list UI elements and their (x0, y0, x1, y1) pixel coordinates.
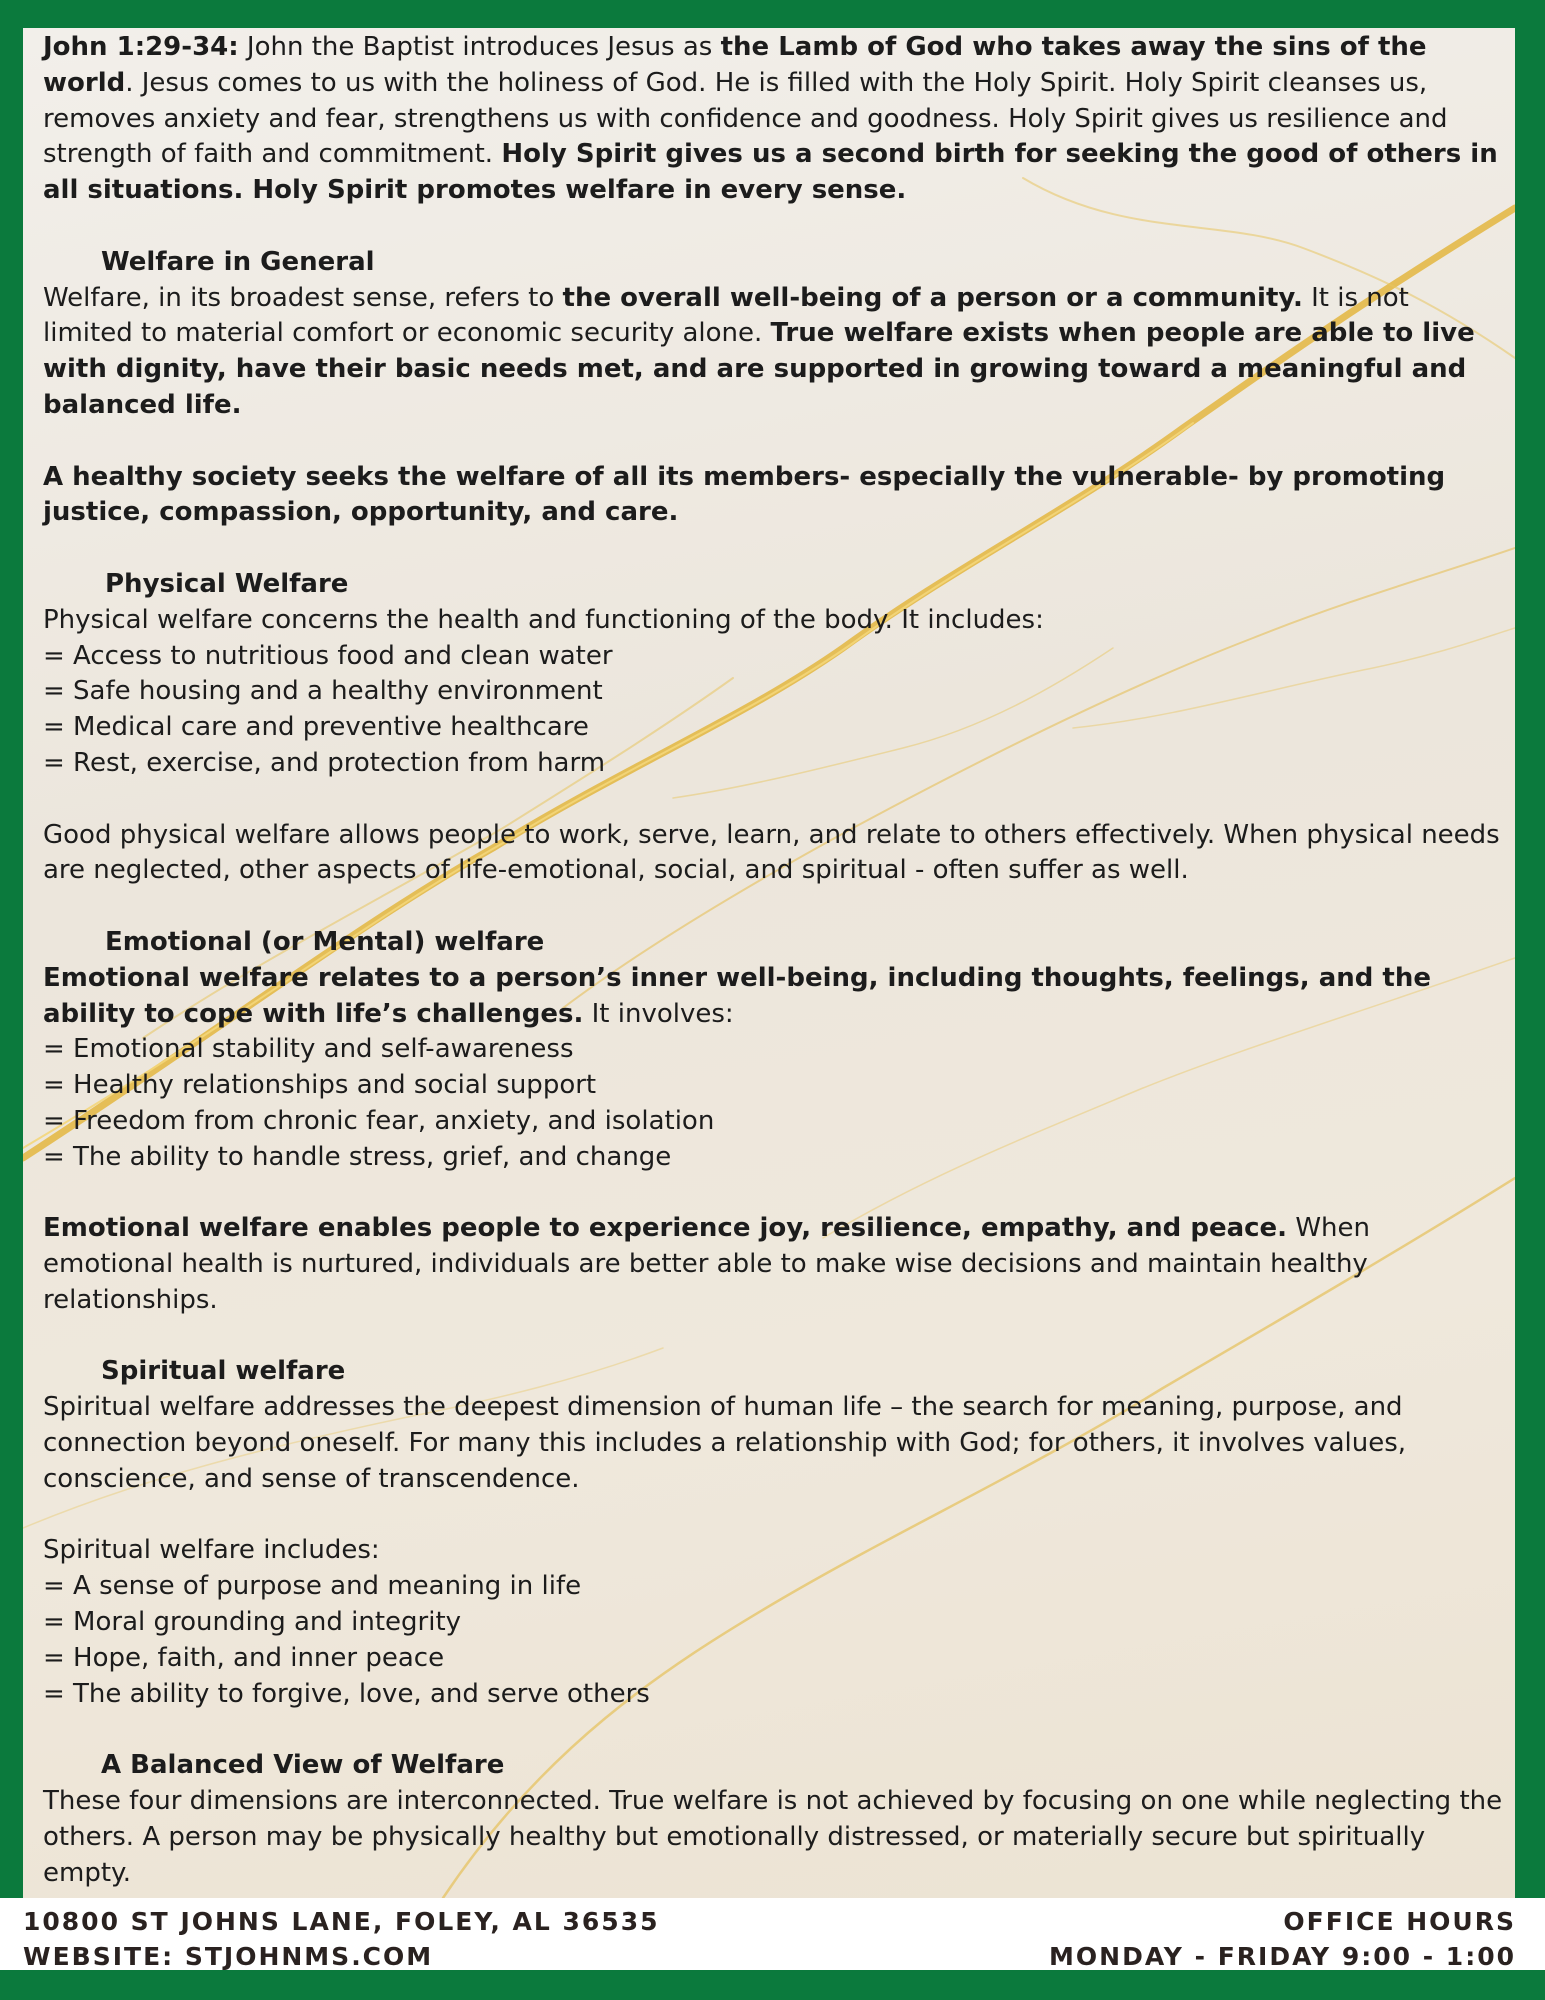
list-item: = Hope, faith, and inner peace (43, 1642, 445, 1673)
list-item: = The ability to forgive, love, and serve others (43, 1678, 650, 1709)
emotional-closing-emphasis: Emotional welfare enables people to experience joy, resilience, empathy, and peace. (43, 1213, 1288, 1244)
office-hours: MONDAY - FRIDAY 9:00 - 1:00 (1049, 1942, 1516, 1971)
heading-spiritual-welfare: Spiritual welfare (101, 1356, 346, 1387)
spiritual-intro: Spiritual welfare includes: (43, 1535, 380, 1566)
footer-bar (0, 1898, 1545, 1970)
list-item: = Emotional stability and self-awareness (43, 1034, 574, 1065)
intro-text-2: . Jesus comes to us with the holiness of God. He is filled with the Holy Spirit. Holy Spirit cleanses us, removes anxiety and fear, strengthens us with confidence and goodness. Holy Spirit gives us resilience and strength of faith and commitment. (43, 67, 1448, 170)
website: WEBSITE: STJOHNMS.COM (23, 1942, 434, 1971)
scripture-reference: John 1:29-34: (43, 32, 239, 62)
general-emphasis: the overall well-being of a person or a community. (562, 282, 1303, 313)
list-item: = Access to nutritious food and clean water (43, 640, 613, 671)
intro-paragraph (43, 30, 1503, 209)
heading-balanced-view: A Balanced View of Welfare (101, 1750, 505, 1781)
emotional-intro (43, 961, 1503, 1033)
heading-physical-welfare: Physical Welfare (105, 568, 349, 599)
physical-closing: Good physical welfare allows people to work, serve, learn, and relate to others effectively. When physical needs are neglected, other aspects of life-emotional, social, and spiritual - often suffer as well. (43, 819, 1500, 886)
general-text: Welfare, in its broadest sense, refers to (43, 282, 563, 313)
emotional-closing-text: When emotional health is nurtured, individuals are better able to make wise decisions and maintain healthy relationships. (43, 1213, 1370, 1315)
emotional-closing (43, 1211, 1503, 1318)
emotional-text: It involves: (583, 998, 734, 1029)
healthy-society-paragraph (43, 460, 1503, 532)
intro-emphasis-2: Holy Spirit gives us a second birth for seeking the good of others in all situations. Holy Spirit promotes welfare in every sense. (43, 139, 1498, 206)
heading-welfare-in-general: Welfare in General (101, 246, 375, 277)
office-hours-title: OFFICE HOURS (1283, 1907, 1516, 1936)
intro-text: John the Baptist introduces Jesus as (238, 32, 721, 62)
balanced-paragraph: These four dimensions are interconnected. True welfare is not achieved by focusing on one while neglecting the others. A person may be physically healthy but emotionally distressed, or materially secure but spiritually empty. (43, 1786, 1503, 1888)
marble-panel (23, 28, 1515, 1898)
spiritual-paragraph: Spiritual welfare addresses the deepest dimension of human life – the search for meaning, purpose, and connection beyond oneself. For many this includes a relationship with God; for others, it involves values, conscience, and sense of transcendence. (43, 1392, 1407, 1494)
list-item: = Rest, exercise, and protection from harm (43, 747, 606, 778)
list-item: = Healthy relationships and social support (43, 1070, 597, 1101)
general-emphasis-2: True welfare exists when people are able to live with dignity, have their basic needs met, and are supported in growing toward a meaningful and balanced life. (43, 318, 1475, 420)
general-text-2: It is not limited to material comfort or economic security alone. (43, 282, 1409, 349)
list-item: = Medical care and preventive healthcare (43, 712, 589, 743)
list-item: = Safe housing and a healthy environment (43, 676, 603, 707)
bulletin-text (43, 30, 1503, 1898)
list-item: = The ability to handle stress, grief, and change (43, 1141, 672, 1172)
list-item: = A sense of purpose and meaning in life (43, 1571, 582, 1602)
list-item: = Moral grounding and integrity (43, 1607, 462, 1638)
list-item: = Freedom from chronic fear, anxiety, and isolation (43, 1105, 715, 1136)
general-paragraph (43, 281, 1503, 424)
address: 10800 ST JOHNS LANE, FOLEY, AL 36535 (23, 1907, 660, 1936)
healthy-society-text: A healthy society seeks the welfare of all its members- especially the vulnerable- by promoting justice, compassion, opportunity, and care. (43, 461, 1446, 528)
intro-emphasis: the Lamb of God who takes away the sins of the world (43, 32, 1427, 98)
emotional-emphasis: Emotional welfare relates to a person’s inner well-being, including thoughts, feelings, and the ability to cope with life’s challenges. (43, 962, 1431, 1029)
heading-emotional-welfare: Emotional (or Mental) welfare (105, 926, 545, 957)
physical-intro: Physical welfare concerns the health and functioning of the body. It includes: (43, 604, 1044, 635)
